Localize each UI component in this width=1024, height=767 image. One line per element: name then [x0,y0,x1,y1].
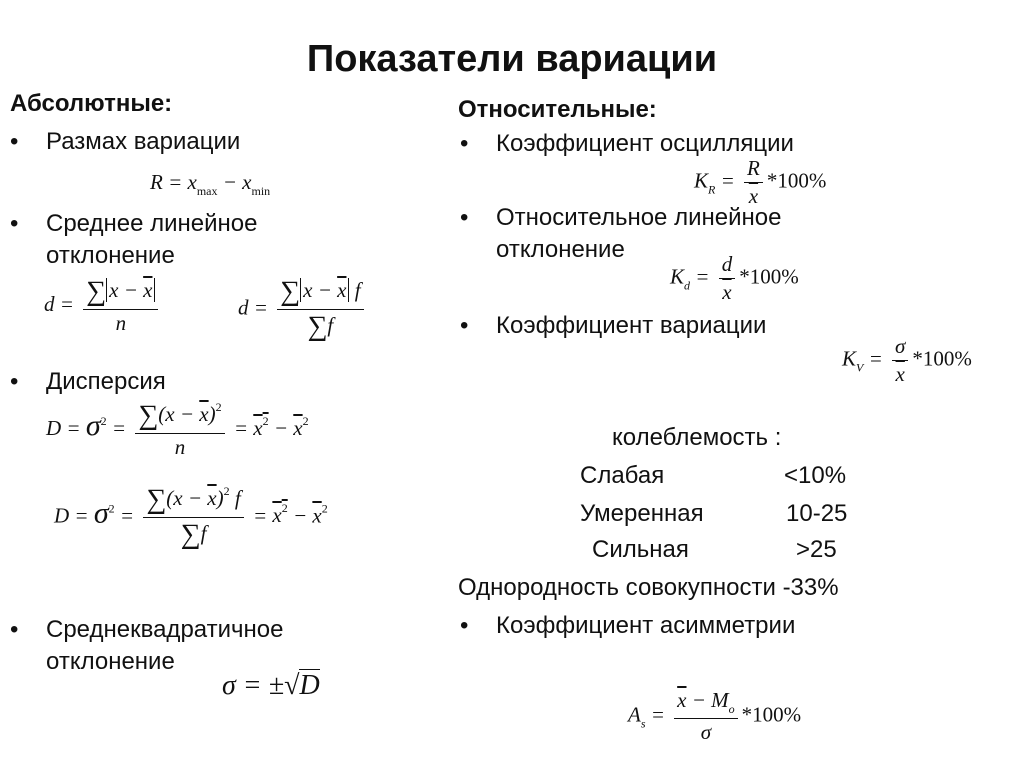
bullet: • [460,312,469,339]
list-item-asymmetry-coefficient [460,610,796,642]
list-item-variation-coefficient [460,310,767,342]
scale-value-weak: <10% [784,462,847,489]
bullet: • [10,616,19,643]
list-item-mean-linear-deviation [10,208,346,272]
item-label: Дисперсия [46,368,166,395]
formula-oscillation-coefficient: $K_R$ = $\frac{R}{x}$ *100% [694,156,827,208]
bullet: • [10,210,19,237]
formula-mean-linear-deviation-weighted: d = $\frac{\sum x - \overline{x} f}{\sum f}$ [238,276,368,343]
scale-value-moderate: 10-25 [786,500,848,527]
formula-asymmetry-coefficient: $A_s$ = $\frac{\overline{x} - M_o}{\sigma}$ *100% [628,688,802,744]
bullet: • [460,204,469,231]
item-label: Размах вариации [46,128,241,155]
formula-standard-deviation: σ = ±√D [222,670,320,701]
bullet: • [10,368,19,395]
page-title: Показатели вариации [306,38,718,80]
homogeneity-text: Однородность совокупности -33% [458,574,839,601]
variability-heading: колеблемость : [612,424,782,451]
formula-mean-linear-deviation-simple: d = $\frac{\sum x - \overline{x}}{n}$ [44,276,162,336]
item-label: Коэффициент асимметрии [496,612,796,639]
item-label: Коэффициент вариации [496,312,767,339]
item-label: Относительное линейное отклонение [496,204,782,263]
item-label: Среднеквадратичное отклонение [46,616,284,675]
bullet: • [10,128,19,155]
bullet: • [460,612,469,639]
list-item-variance [10,366,166,398]
absolute-header: Абсолютные: [10,90,173,117]
scale-name-weak: Слабая [580,462,665,489]
relative-header: Относительные: [458,96,657,123]
formula-variance-weighted: $D = \sigma^2$ = $\frac{\sum(x - \overline{x})^2 f}{\sum f}$ = $x^2 - \overline{x}^2$ [54,484,328,550]
scale-name-strong: Сильная [592,536,689,563]
formula-variation-coefficient: $K_V$ = $\frac{\sigma}{x}$ *100% [842,334,972,386]
formula-variance-simple: $D = \sigma^2$ = $\frac{\sum(x - \overline{x})^2}{n}$ = $x^2 - \overline{x}^2$ [46,400,309,459]
bullet: • [460,130,469,157]
scale-name-moderate: Умеренная [580,500,704,527]
list-item-range [10,126,241,158]
item-label: Коэффициент осцилляции [496,130,794,157]
formula-range: $R = x_{max} - x_{min}$ [150,170,271,198]
item-label: Среднее линейное отклонение [46,210,258,269]
scale-value-strong: >25 [796,536,837,563]
formula-relative-linear-deviation: $K_d$ = $\frac{d}{x}$ *100% [670,252,799,304]
